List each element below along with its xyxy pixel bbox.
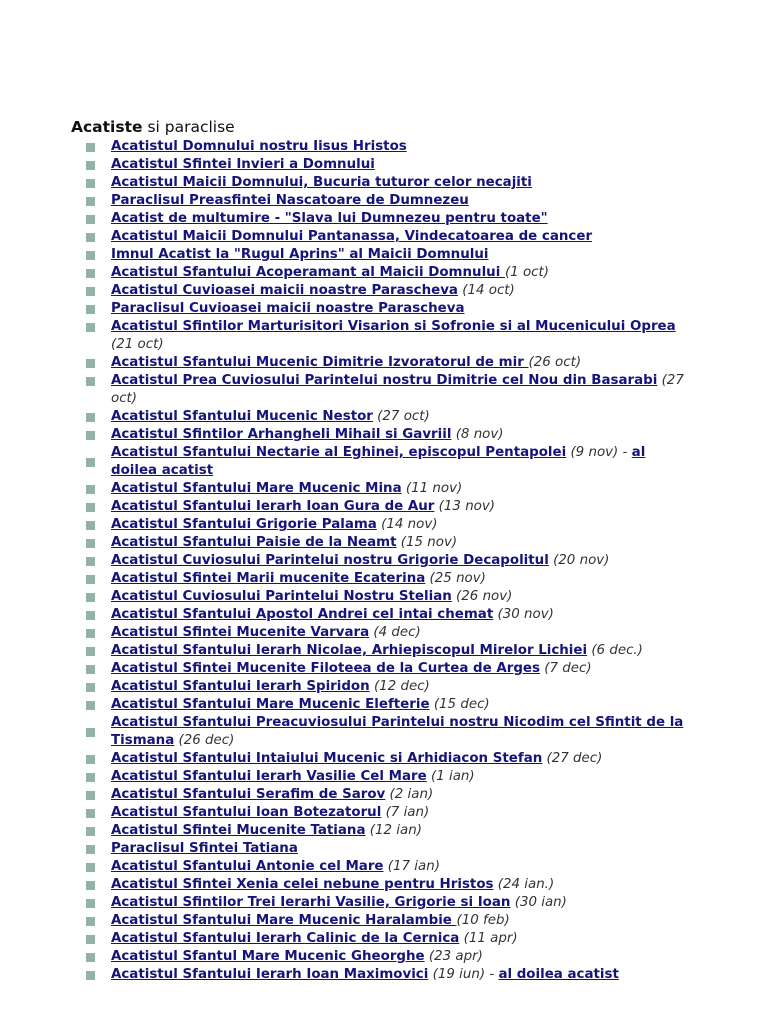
feast-date: (1 oct) bbox=[504, 265, 549, 280]
square-bullet-icon bbox=[86, 827, 95, 836]
list-item bbox=[86, 138, 686, 156]
list-item bbox=[86, 714, 686, 750]
square-bullet-icon bbox=[86, 359, 95, 368]
list-item bbox=[86, 948, 686, 966]
feast-date: (6 dec.) bbox=[591, 643, 643, 658]
second-akatist-link[interactable]: al doilea acatist bbox=[111, 445, 646, 478]
akatist-link[interactable]: Acatistul Sfintilor Marturisitori Visarion si Sofronie si al Mucenicului Oprea bbox=[111, 319, 676, 334]
feast-date: (4 dec) bbox=[373, 625, 421, 640]
feast-date: (14 nov) bbox=[381, 517, 438, 532]
feast-date: (30 ian) bbox=[514, 895, 567, 910]
list-item bbox=[86, 606, 686, 624]
list-item bbox=[86, 264, 686, 282]
list-item bbox=[86, 318, 686, 354]
feast-date: (23 apr) bbox=[428, 949, 483, 964]
list-item bbox=[86, 372, 686, 408]
square-bullet-icon bbox=[86, 899, 95, 908]
square-bullet-icon bbox=[86, 881, 95, 890]
list-item bbox=[86, 174, 686, 192]
square-bullet-icon bbox=[86, 197, 95, 206]
feast-date: (7 dec) bbox=[544, 661, 592, 676]
list-item bbox=[86, 282, 686, 300]
square-bullet-icon bbox=[86, 917, 95, 926]
square-bullet-icon bbox=[86, 593, 95, 602]
akatist-link[interactable]: Acatistul Sfantului Nectarie al Eghinei, episcopul Pentapolei bbox=[111, 445, 567, 460]
feast-date: (17 ian) bbox=[387, 859, 440, 874]
square-bullet-icon bbox=[86, 161, 95, 170]
square-bullet-icon bbox=[86, 647, 95, 656]
list-item bbox=[86, 660, 686, 678]
list-item bbox=[86, 750, 686, 768]
akatist-link[interactable]: Acatistul Sfantului Apostol Andrei cel intai chemat bbox=[111, 607, 494, 622]
list-item bbox=[86, 444, 686, 480]
feast-date: (30 nov) bbox=[497, 607, 554, 622]
akatist-link[interactable]: Paraclisul Preasfintei Nascatoare de Dumnezeu bbox=[111, 193, 469, 208]
square-bullet-icon bbox=[86, 791, 95, 800]
square-bullet-icon bbox=[86, 683, 95, 692]
akatist-link[interactable]: Acatistul Sfantului Ierarh Ioan Maximovici bbox=[111, 967, 429, 982]
list-item bbox=[86, 228, 686, 246]
feast-date: (12 ian) bbox=[369, 823, 422, 838]
list-item bbox=[86, 552, 686, 570]
feast-date: (2 ian) bbox=[389, 787, 434, 802]
list-item bbox=[86, 840, 686, 858]
akatist-link[interactable]: Acatistul Sfintei Mucenite Varvara bbox=[111, 625, 370, 640]
square-bullet-icon bbox=[86, 845, 95, 854]
akatist-link[interactable]: Acatistul Sfantului Mare Mucenic Elefterie bbox=[111, 697, 430, 712]
list-item bbox=[86, 246, 686, 264]
akatist-link[interactable]: Acatistul Sfantului Mucenic Dimitrie Izvoratorul de mir bbox=[111, 355, 529, 370]
feast-date: (14 oct) bbox=[462, 283, 515, 298]
akatist-link[interactable]: Acatistul Prea Cuviosului Parintelui nostru Dimitrie cel Nou din Basarabi bbox=[111, 373, 658, 388]
akatist-link[interactable]: Acatistul Sfintei Xenia celei nebune pentru Hristos bbox=[111, 877, 494, 892]
list-item bbox=[86, 894, 686, 912]
list-item bbox=[86, 408, 686, 426]
akatist-link[interactable]: Imnul Acatist la "Rugul Aprins" al Maicii Domnului bbox=[111, 247, 489, 262]
square-bullet-icon bbox=[86, 773, 95, 782]
square-bullet-icon bbox=[86, 971, 95, 980]
akatist-link[interactable]: Acatistul Cuvioasei maicii noastre Parascheva bbox=[111, 283, 458, 298]
square-bullet-icon bbox=[86, 377, 95, 386]
akatist-link[interactable]: Acatistul Sfantul Mare Mucenic Gheorghe bbox=[111, 949, 425, 964]
square-bullet-icon bbox=[86, 143, 95, 152]
akatist-link[interactable]: Acatistul Sfantului Grigorie Palama bbox=[111, 517, 377, 532]
list-item bbox=[86, 642, 686, 660]
akatist-link[interactable]: Acatistul Sfantului Mare Mucenic Mina bbox=[111, 481, 402, 496]
feast-date: (24 ian.) bbox=[497, 877, 555, 892]
feast-date: (10 feb) bbox=[456, 913, 510, 928]
heading-rest: si paraclise bbox=[147, 118, 235, 136]
square-bullet-icon bbox=[86, 701, 95, 710]
list-item bbox=[86, 354, 686, 372]
square-bullet-icon bbox=[86, 305, 95, 314]
akatist-link[interactable]: Acatistul Sfantului Ioan Botezatorul bbox=[111, 805, 382, 820]
square-bullet-icon bbox=[86, 269, 95, 278]
list-item bbox=[86, 804, 686, 822]
square-bullet-icon bbox=[86, 458, 95, 467]
akatist-link[interactable]: Acatistul Sfantului Serafim de Sarov bbox=[111, 787, 386, 802]
feast-date: (27 oct) bbox=[111, 373, 684, 406]
square-bullet-icon bbox=[86, 575, 95, 584]
feast-date: (13 nov) bbox=[438, 499, 496, 514]
list-item bbox=[86, 930, 686, 948]
page-title bbox=[71, 117, 235, 137]
akatist-link[interactable]: Acatistul Sfantului Ierarh Ioan Gura de Aur bbox=[111, 499, 435, 514]
square-bullet-icon bbox=[86, 233, 95, 242]
akatist-link[interactable]: Acatistul Sfantului Acoperamant al Maicii Domnului bbox=[111, 265, 505, 280]
square-bullet-icon bbox=[86, 323, 95, 332]
square-bullet-icon bbox=[86, 629, 95, 638]
list-item bbox=[86, 912, 686, 930]
list-item bbox=[86, 480, 686, 498]
akatist-link[interactable]: Acatistul Sfantului Antonie cel Mare bbox=[111, 859, 384, 874]
list-item bbox=[86, 678, 686, 696]
heading-strong: Acatiste bbox=[71, 118, 143, 136]
second-akatist-link[interactable]: al doilea acatist bbox=[498, 967, 619, 982]
list-item bbox=[86, 426, 686, 444]
square-bullet-icon bbox=[86, 863, 95, 872]
square-bullet-icon bbox=[86, 755, 95, 764]
square-bullet-icon bbox=[86, 503, 95, 512]
feast-date: (15 nov) bbox=[400, 535, 458, 550]
square-bullet-icon bbox=[86, 521, 95, 530]
akatist-link[interactable]: Acatistul Domnului nostru Iisus Hristos bbox=[111, 139, 407, 154]
feast-date: (9 nov) bbox=[570, 445, 619, 460]
list-item bbox=[86, 858, 686, 876]
square-bullet-icon bbox=[86, 431, 95, 440]
list-item bbox=[86, 210, 686, 228]
feast-date: (21 oct) bbox=[111, 337, 164, 352]
separator: - bbox=[622, 445, 628, 460]
feast-date: (26 oct) bbox=[528, 355, 582, 370]
list-item bbox=[86, 534, 686, 552]
akatist-list bbox=[86, 138, 686, 984]
feast-date: (20 nov) bbox=[553, 553, 610, 568]
akatist-link[interactable]: Acatist de multumire - "Slava lui Dumnezeu pentru toate" bbox=[111, 211, 548, 226]
feast-date: (1 ian) bbox=[430, 769, 475, 784]
list-item bbox=[86, 696, 686, 714]
akatist-link[interactable]: Acatistul Sfantului Mare Mucenic Haralambie bbox=[111, 913, 457, 928]
square-bullet-icon bbox=[86, 485, 95, 494]
list-item bbox=[86, 966, 686, 984]
akatist-link[interactable]: Acatistul Maicii Domnului, Bucuria tuturor celor necajiti bbox=[111, 175, 532, 190]
square-bullet-icon bbox=[86, 809, 95, 818]
akatist-link[interactable]: Acatistul Sfintilor Trei Ierarhi Vasilie, Grigorie si Ioan bbox=[111, 895, 511, 910]
square-bullet-icon bbox=[86, 287, 95, 296]
feast-date: (12 dec) bbox=[373, 679, 430, 694]
square-bullet-icon bbox=[86, 953, 95, 962]
feast-date: (27 oct) bbox=[377, 409, 430, 424]
list-item bbox=[86, 192, 686, 210]
square-bullet-icon bbox=[86, 728, 95, 737]
akatist-link[interactable]: Paraclisul Sfintei Tatiana bbox=[111, 841, 298, 856]
square-bullet-icon bbox=[86, 413, 95, 422]
list-item bbox=[86, 768, 686, 786]
feast-date: (26 dec) bbox=[178, 733, 235, 748]
list-item bbox=[86, 876, 686, 894]
akatist-link[interactable]: Acatistul Sfantului Ierarh Calinic de la Cernica bbox=[111, 931, 460, 946]
square-bullet-icon bbox=[86, 935, 95, 944]
feast-date: (11 apr) bbox=[463, 931, 518, 946]
akatist-link[interactable]: Acatistul Sfantului Ierarh Vasilie Cel Mare bbox=[111, 769, 427, 784]
square-bullet-icon bbox=[86, 179, 95, 188]
akatist-link[interactable]: Acatistul Sfintei Marii mucenite Ecaterina bbox=[111, 571, 426, 586]
akatist-link[interactable]: Acatistul Cuviosului Parintelui Nostru Stelian bbox=[111, 589, 452, 604]
akatist-link[interactable]: Acatistul Sfintilor Arhangheli Mihail si Gavriil bbox=[111, 427, 452, 442]
feast-date: (27 dec) bbox=[546, 751, 603, 766]
square-bullet-icon bbox=[86, 539, 95, 548]
feast-date: (11 nov) bbox=[405, 481, 463, 496]
akatist-link[interactable]: Acatistul Cuviosului Parintelui nostru Grigorie Decapolitul bbox=[111, 553, 549, 568]
akatist-link[interactable]: Acatistul Sfantului Preacuviosului Parintelui nostru Nicodim cel Sfintit de la Tismana bbox=[111, 715, 684, 748]
feast-date: (25 nov) bbox=[429, 571, 486, 586]
akatist-link[interactable]: Acatistul Sfantului Ierarh Spiridon bbox=[111, 679, 370, 694]
list-item bbox=[86, 156, 686, 174]
feast-date: (19 iun) bbox=[432, 967, 486, 982]
feast-date: (8 nov) bbox=[455, 427, 504, 442]
square-bullet-icon bbox=[86, 251, 95, 260]
feast-date: (15 dec) bbox=[433, 697, 490, 712]
square-bullet-icon bbox=[86, 215, 95, 224]
list-item bbox=[86, 570, 686, 588]
separator: - bbox=[489, 967, 495, 982]
akatist-link[interactable]: Paraclisul Cuvioasei maicii noastre Parascheva bbox=[111, 301, 465, 316]
akatist-link[interactable]: Acatistul Sfantului Intaiului Mucenic si Arhidiacon Stefan bbox=[111, 751, 543, 766]
square-bullet-icon bbox=[86, 665, 95, 674]
akatist-link[interactable]: Acatistul Sfintei Mucenite Tatiana bbox=[111, 823, 366, 838]
list-item bbox=[86, 516, 686, 534]
akatist-link[interactable]: Acatistul Sfantului Mucenic Nestor bbox=[111, 409, 373, 424]
list-item bbox=[86, 300, 686, 318]
akatist-link[interactable]: Acatistul Sfantului Paisie de la Neamt bbox=[111, 535, 397, 550]
feast-date: (7 ian) bbox=[385, 805, 430, 820]
akatist-link[interactable]: Acatistul Sfintei Mucenite Filoteea de la Curtea de Arges bbox=[111, 661, 540, 676]
feast-date: (26 nov) bbox=[456, 589, 513, 604]
akatist-link[interactable]: Acatistul Sfantului Ierarh Nicolae, Arhiepiscopul Mirelor Lichiei bbox=[111, 643, 588, 658]
list-item bbox=[86, 786, 686, 804]
list-item bbox=[86, 624, 686, 642]
square-bullet-icon bbox=[86, 557, 95, 566]
list-item bbox=[86, 822, 686, 840]
akatist-link[interactable]: Acatistul Sfintei Invieri a Domnului bbox=[111, 157, 375, 172]
akatist-link[interactable]: Acatistul Maicii Domnului Pantanassa, Vindecatoarea de cancer bbox=[111, 229, 593, 244]
list-item bbox=[86, 588, 686, 606]
list-item bbox=[86, 498, 686, 516]
square-bullet-icon bbox=[86, 611, 95, 620]
